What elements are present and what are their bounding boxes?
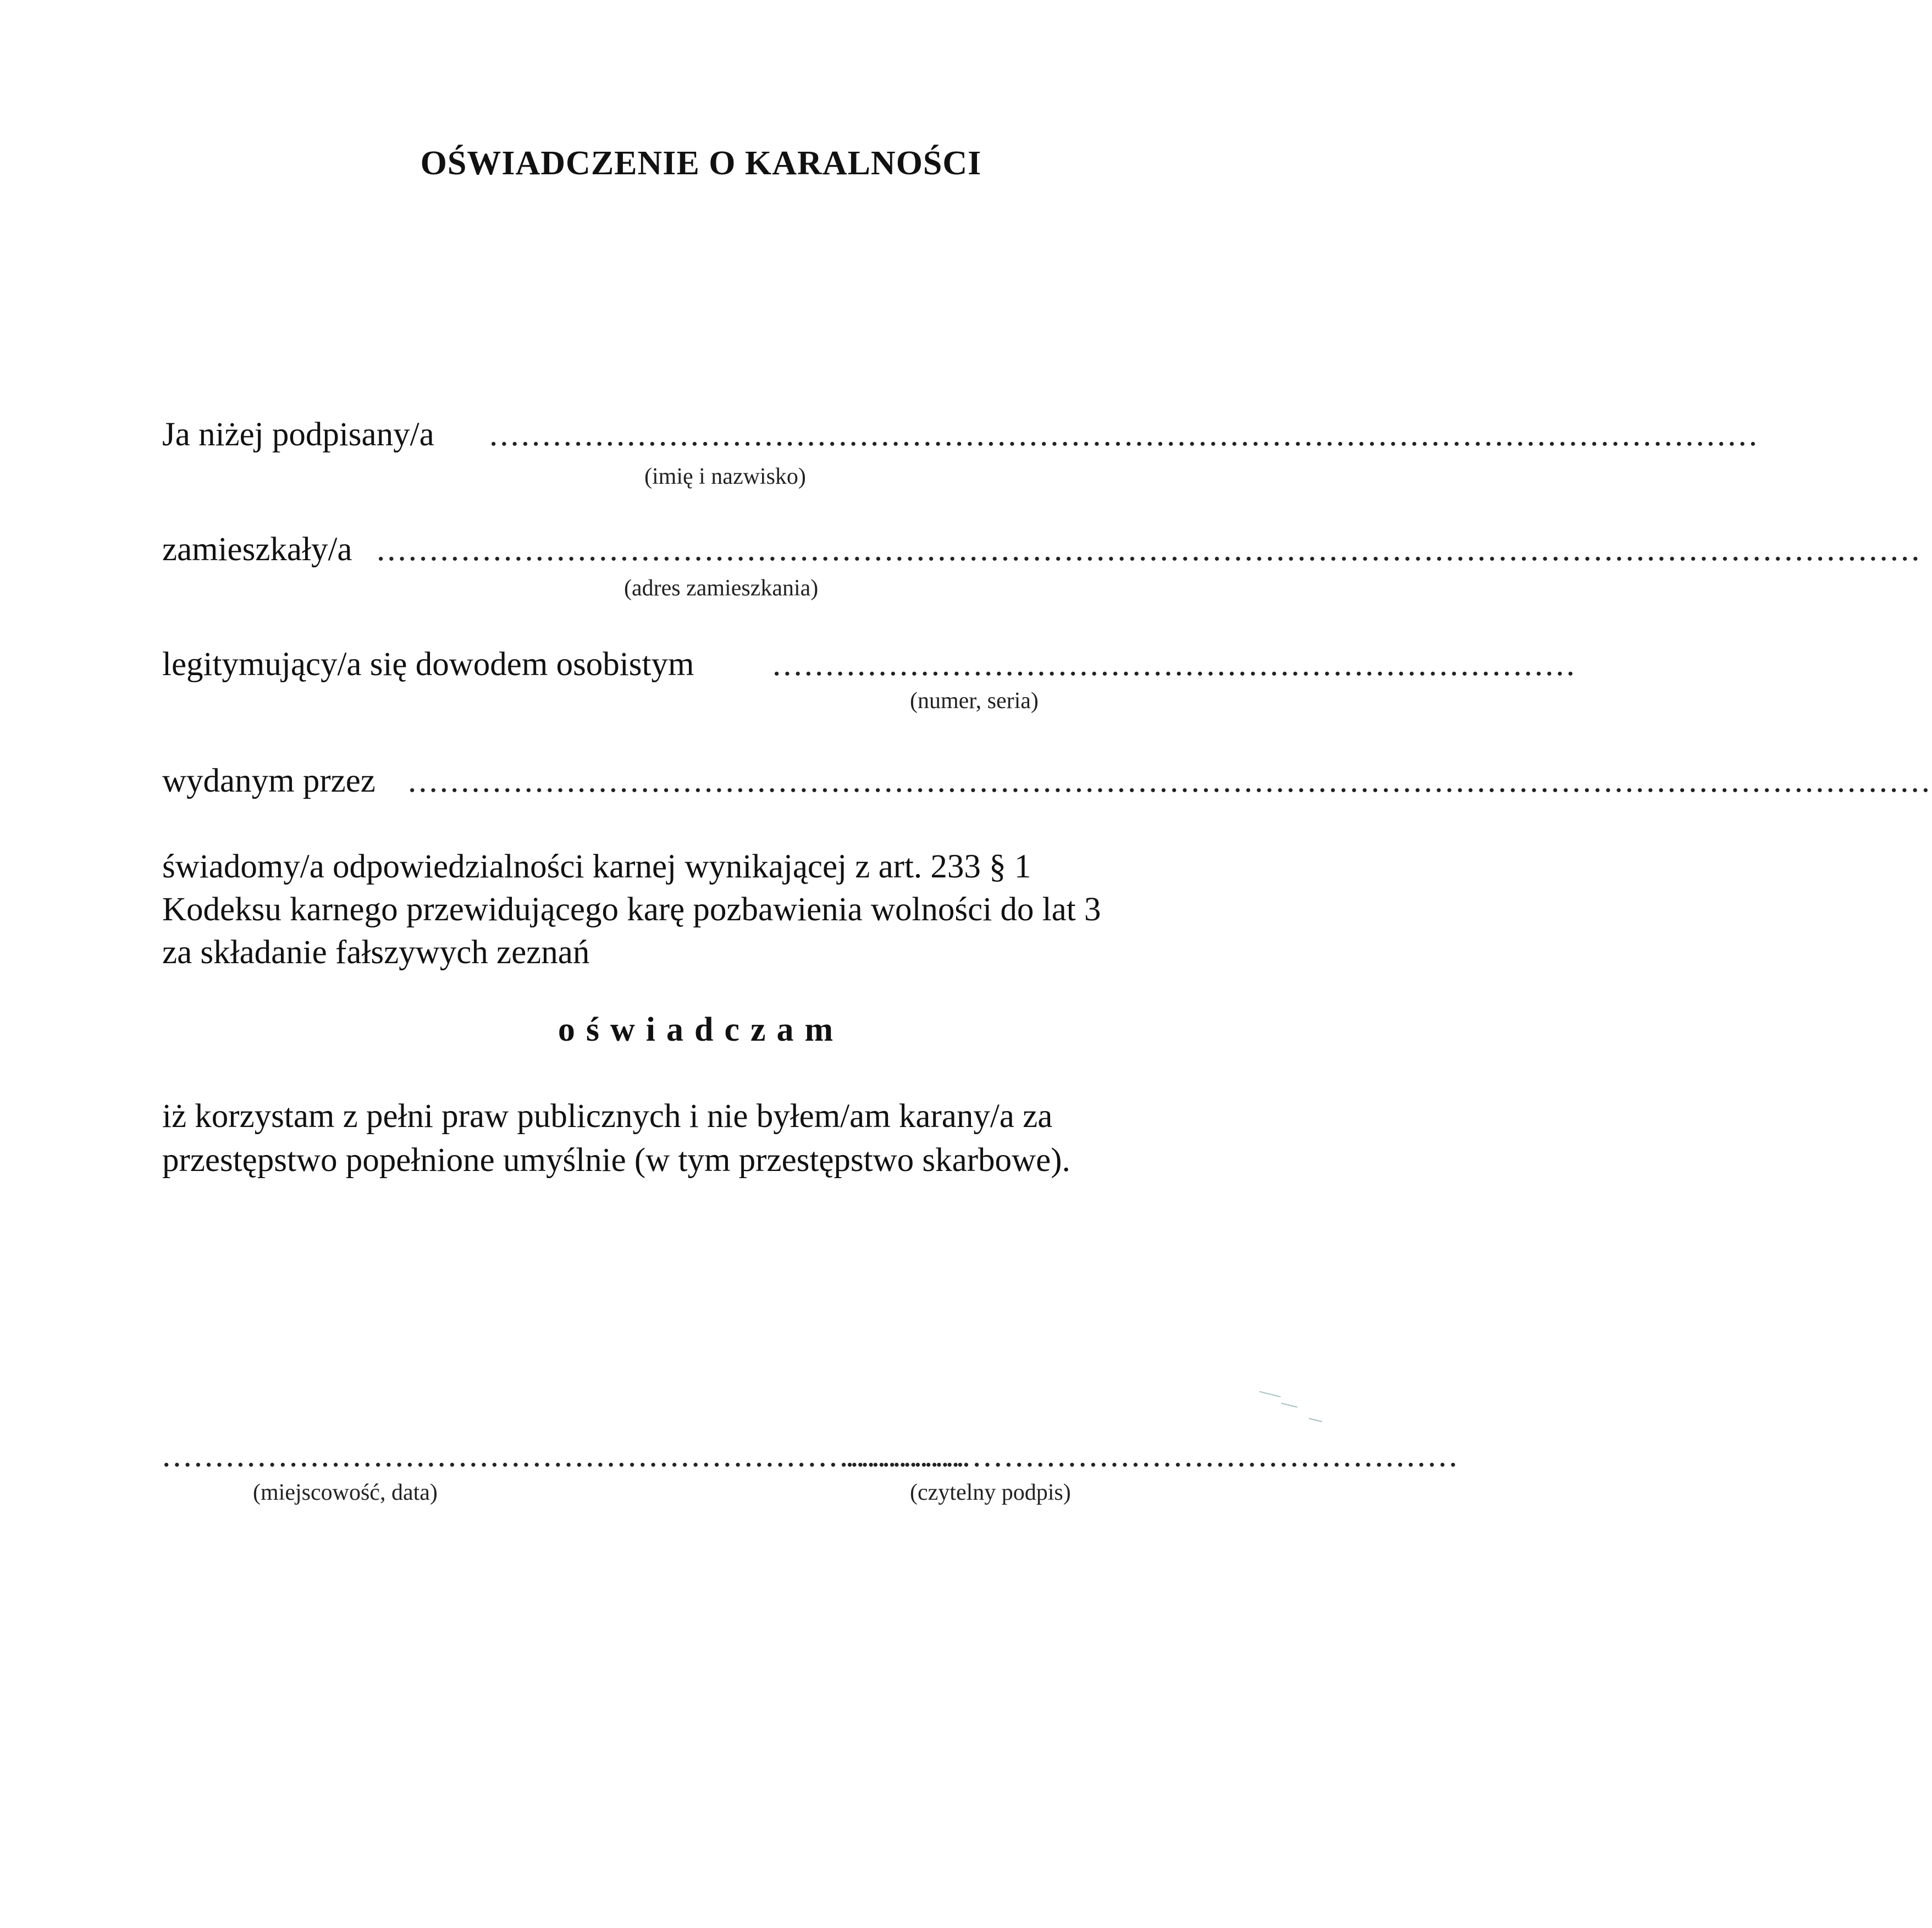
field-name-hint: (imię i nazwisko) [644,464,806,489]
field-address-hint: (adres zamieszkania) [624,576,819,601]
declare-heading: oświadczam [557,1011,844,1048]
place-date-hint: (miejscowość, data) [253,1480,438,1505]
signature-input-line[interactable]: .......................................................... [846,1437,1460,1474]
awareness-line-2: Kodeksu karnego przewidującego karę pozbawienia wolności do lat 3 [162,891,1101,928]
field-id-label: legitymujący/a się dowodem osobistym [162,646,694,683]
field-name-input-line[interactable]: ........................................................................................................................ [489,416,1759,453]
field-address-input-line[interactable]: .................................................................................................................................................. [377,531,1922,568]
field-issuer-label: wydanym przez [162,763,376,799]
field-address-label: zamieszkały/a [162,531,352,568]
field-id-hint: (numer, seria) [910,688,1039,714]
scan-smudge [1309,1418,1322,1422]
scan-smudge [1281,1402,1298,1407]
statement-line-1: iż korzystam z pełni praw publicznych i nie byłem/am karany/a za [162,1098,1053,1135]
signature-hint: (czytelny podpis) [910,1480,1071,1505]
field-issuer-input-line[interactable]: ................................................................................................................................................ [408,763,1932,799]
field-id-input-line[interactable]: ............................................................................ [772,646,1577,683]
field-name-label: Ja niżej podpisany/a [162,416,434,453]
scan-smudge [1259,1391,1280,1397]
awareness-line-1: świadomy/a odpowiedzialności karnej wynikającej z art. 233 § 1 [162,848,1031,885]
statement-line-2: przestępstwo popełnione umyślnie (w tym przestępstwo skarbowe). [162,1142,1070,1179]
document-title: OŚWIADCZENIE O KARALNOŚCI [420,145,982,182]
awareness-line-3: za składanie fałszywych zeznań [162,934,590,971]
place-date-input-line[interactable]: ............................................................................ [162,1437,967,1474]
